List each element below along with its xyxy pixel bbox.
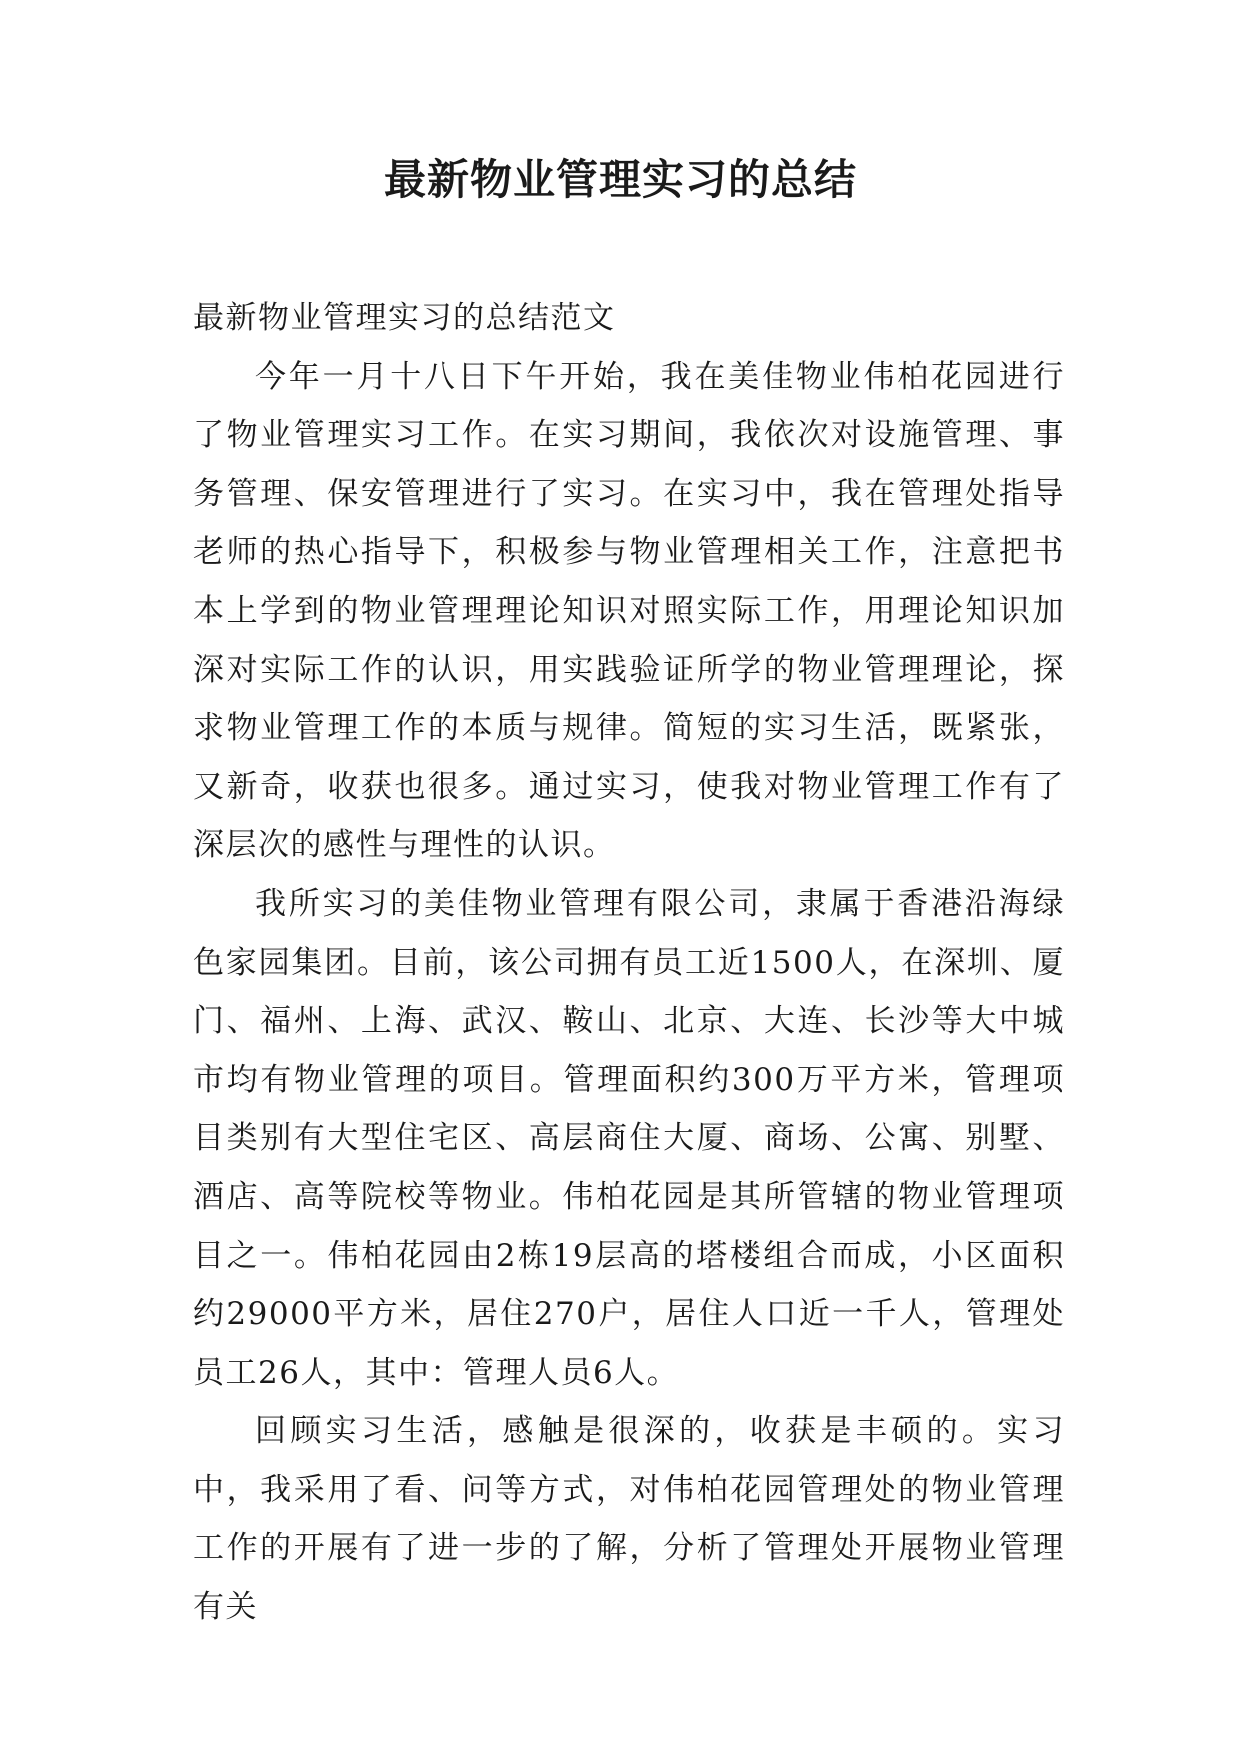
document-title: 最新物业管理实习的总结 [383,155,857,204]
paragraph-1: 今年一月十八日下午开始，我在美佳物业伟柏花园进行了物业管理实习工作。在实习期间，我依次对设施管理、事务管理、保安管理进行了实习。在实习中，我在管理处指导老师的热心指导下，积极参与物业管理相关工作，注意把书本上学到的物业管理理论知识对照实际工作，用理论知识加深对实际工作的认识，用实践验证所学的物业管理理论，探求物业管理工作的本质与规律。简短的实习生活，既紧张，又新奇，收获也很多。通过实习，使我对物业管理工作有了深层次的感性与理性的认识。 [193,358,1065,864]
paragraph-3: 回顾实习生活，感触是很深的，收获是丰硕的。实习中，我采用了看、问等方式，对伟柏花园管理处的物业管理工作的开展有了进一步的了解，分析了管理处开展物业管理有关 [193,1413,1065,1626]
document-subtitle: 最新物业管理实习的总结范文 [193,300,616,336]
document-body [193,289,1065,1637]
paragraph-2: 我所实习的美佳物业管理有限公司，隶属于香港沿海绿色家园集团。目前，该公司拥有员工近1500人，在深圳、厦门、福州、上海、武汉、鞍山、北京、大连、长沙等大中城市均有物业管理的项目。管理面积约300万平方米，管理项目类别有大型住宅区、高层商住大厦、商场、公寓、别墅、酒店、高等院校等物业。伟柏花园是其所管辖的物业管理项目之一。伟柏花园由2栋19层高的塔楼组合而成，小区面积约29000平方米，居住270户，居住人口近一千人，管理处员工26人，其中：管理人员6人。 [193,885,1065,1391]
